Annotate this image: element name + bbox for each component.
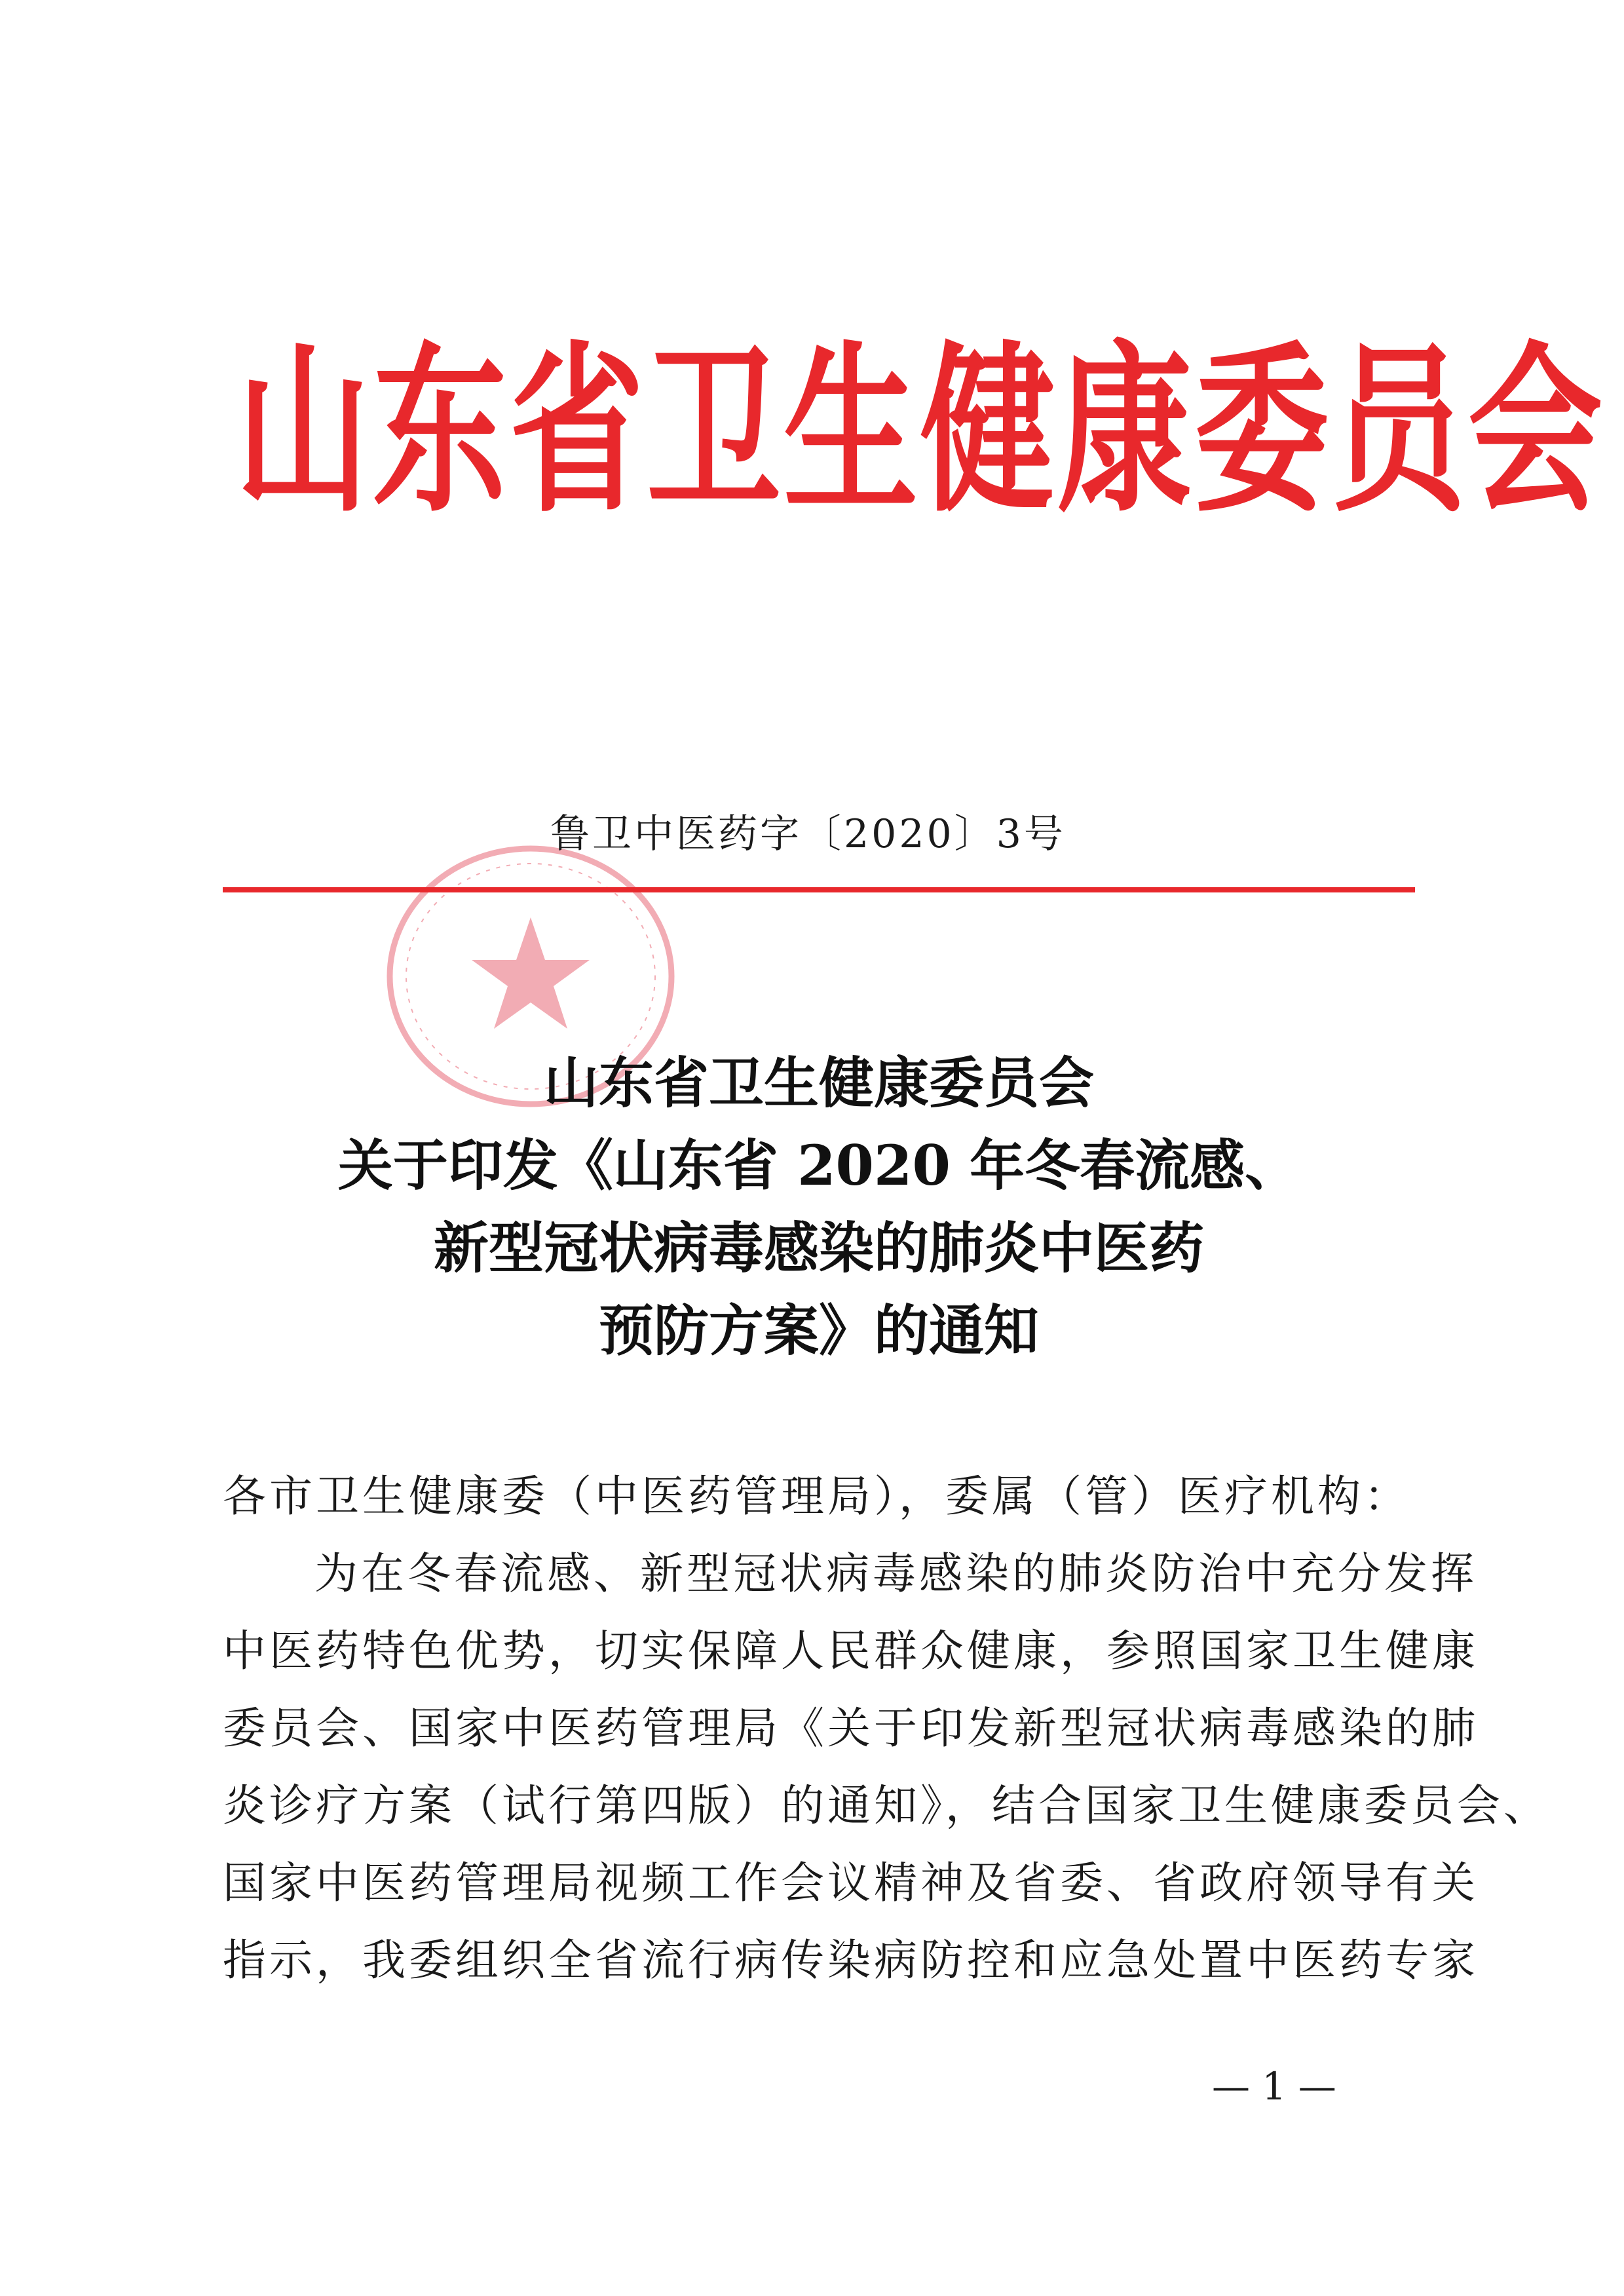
document-title: [223, 1042, 1415, 1372]
masthead-org-name: 山东省卫生健康委员会: [236, 324, 1605, 537]
title-line: 预防方案》的通知: [598, 1298, 1039, 1363]
page-number: — 1 —: [1212, 2064, 1336, 2109]
document-body: [223, 1458, 1550, 1999]
salutation: 各市卫生健康委（中医药管理局），委属（管）医疗机构：: [223, 1471, 1410, 1521]
body-line: 为在冬春流感、新型冠状病毒感染的肺炎防治中充分发挥: [314, 1548, 1477, 1599]
document-number: 鲁卫中医药字〔2020〕3号: [550, 811, 1066, 857]
red-divider-line: [223, 887, 1415, 892]
body-line: 国家中医药管理局视频工作会议精神及省委、省政府领导有关: [223, 1858, 1479, 1908]
title-line: 山东省卫生健康委员会: [543, 1050, 1094, 1115]
title-line: 关于印发《山东省 2020 年冬春流感、: [337, 1133, 1300, 1198]
body-line: 委员会、国家中医药管理局《关于印发新型冠状病毒感染的肺: [223, 1703, 1479, 1753]
title-line: 新型冠状病毒感染的肺炎中医药: [433, 1215, 1204, 1280]
body-line: 指示，我委组织全省流行病传染病防控和应急处置中医药专家: [223, 1935, 1479, 1985]
body-line: 中医药特色优势，切实保障人民群众健康，参照国家卫生健康: [223, 1626, 1479, 1676]
body-line: 炎诊疗方案（试行第四版）的通知》，结合国家卫生健康委员会、: [223, 1780, 1550, 1831]
